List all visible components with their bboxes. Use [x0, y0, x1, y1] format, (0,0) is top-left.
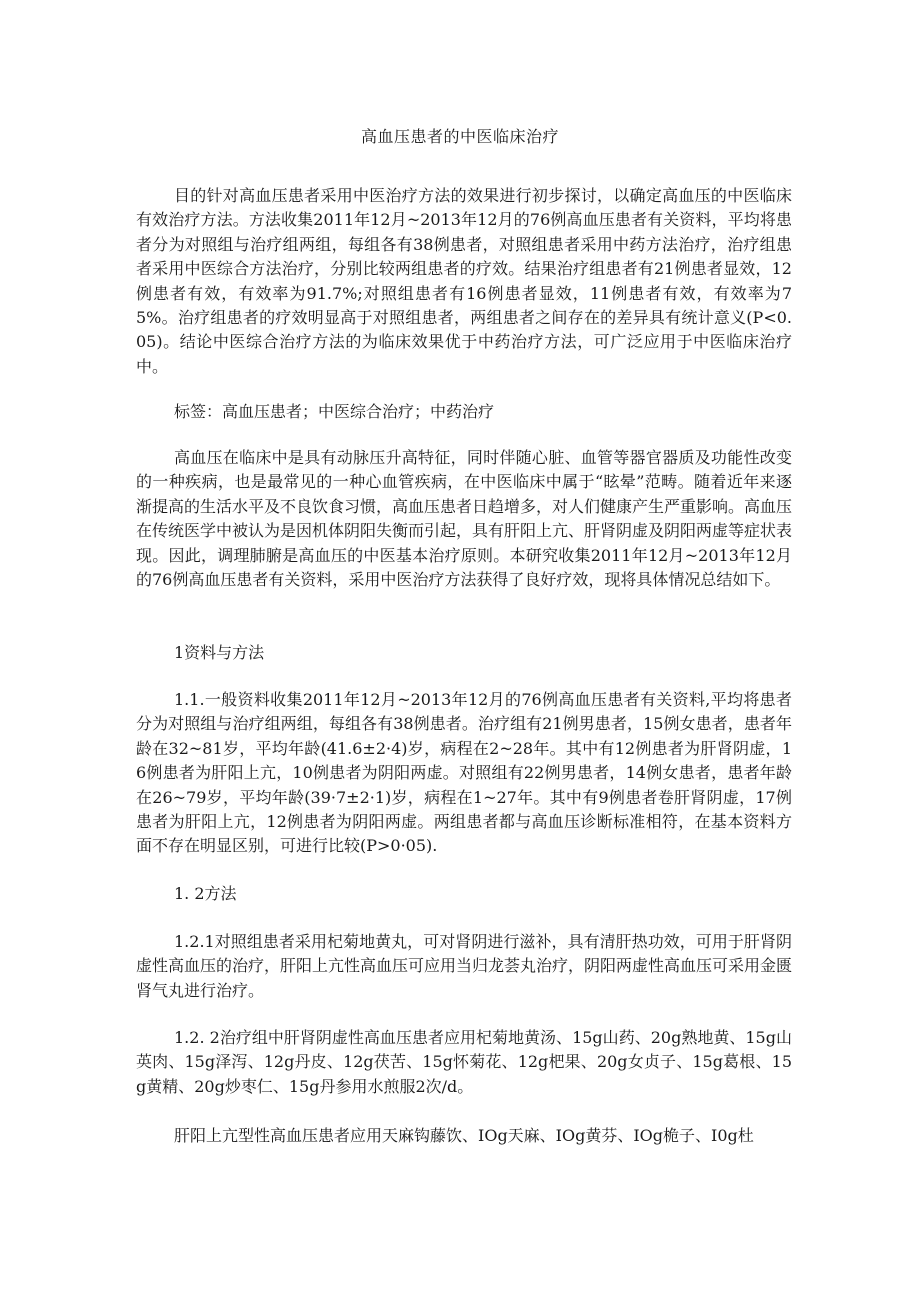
liver-yang-paragraph: 肝阳上亢型性高血压患者应用天麻钩藤饮、IOg天麻、IOg黄芬、IOg桅子、I0g杜	[174, 1126, 754, 1145]
treatment-group-paragraph: 1.2. 2治疗组中肝肾阴虚性高血压患者应用杞菊地黄汤、15g山药、20g熟地黄、15g山英肉、15g泽泻、12g丹皮、12g茯苦、15g怀菊花、12g杷果、20g女贞子、15g葛根、15g黄精、20g炒枣仁、15g丹参用水煎服2次/d。	[136, 1028, 792, 1096]
introduction-paragraph: 高血压在临床中是具有动脉压升高特征，同时伴随心脏、血管等器官器质及功能性改变的一种疾病，也是最常见的一种心血管疾病，在中医临床中属于“眩晕”范畴。随着近年来逐渐提高的生活水平及不良饮食习惯，高血压患者日趋增多，对人们健康产生严重影响。高血压在传统医学中被认为是因机体阴阳失衡而引起，具有肝阳上亢、肝肾阴虚及阴阳两虚等症状表现。因此，调理肺腑是高血压的中医基本治疗原则。本研究收集2011年12月~2013年12月的76例高血压患者有关资料，采用中医治疗方法获得了良好疗效，现将具体情况总结如下。	[136, 448, 793, 590]
section-heading-methods: 1. 2方法	[174, 884, 237, 903]
document-title: 高血压患者的中医临床治疗	[360, 127, 559, 146]
general-data-paragraph: 1.1.一般资料收集2011年12月~2013年12月的76例高血压患者有关资料,平均将患者分为对照组与治疗组两组，每组各有38例患者。治疗组有21例男患者，15例女患者，患者年龄在32~81岁，平均年龄(41.6±2·4)岁，病程在2~28年。其中有12例患者为肝肾阴虚，16例患者为肝阳上亢，10例患者为阴阳两虚。对照组有22例男患者，14例女患者，患者年龄在26~79岁，平均年龄(39·7±2·1)岁，病程在1~27年。其中有9例患者卷肝肾阴虚，17例患者为肝阳上亢，12例患者为阴阳两虚。两组患者都与高血压诊断标准相符，在基本资料方面不存在明显区别，可进行比较(P>0·05).	[136, 690, 792, 856]
abstract-paragraph: 目的针对高血压患者采用中医治疗方法的效果进行初步探讨，以确定高血压的中医临床有效治疗方法。方法收集2011年12月~2013年12月的76例高血压患者有关资料，平均将患者分为对照组与治疗组两组，每组各有38例患者，对照组患者采用中药方法治疗，治疗组患者采用中医综合方法治疗，分别比较两组患者的疗效。结果治疗组患者有21例患者显效，12例患者有效，有效率为91.7%;对照组患者有16例患者显效，11例患者有效，有效率为75%。治疗组患者的疗效明显高于对照组患者，两组患者之间存在的差异具有统计意义(P<0.05)。结论中医综合治疗方法的为临床效果优于中药治疗方法，可广泛应用于中医临床治疗中。	[136, 186, 792, 376]
section-heading-materials-methods: 1资料与方法	[174, 643, 265, 662]
keywords-paragraph: 标签：高血压患者；中医综合治疗；中药治疗	[174, 402, 495, 421]
control-group-paragraph: 1.2.1对照组患者采用杞菊地黄丸，可对肾阴进行滋补，具有清肝热功效，可用于肝肾阴虚性高血压的治疗，肝阳上亢性高血压可应用当归龙荟丸治疗，阴阳两虚性高血压可采用金匮肾气丸进行治疗。	[136, 932, 793, 1000]
